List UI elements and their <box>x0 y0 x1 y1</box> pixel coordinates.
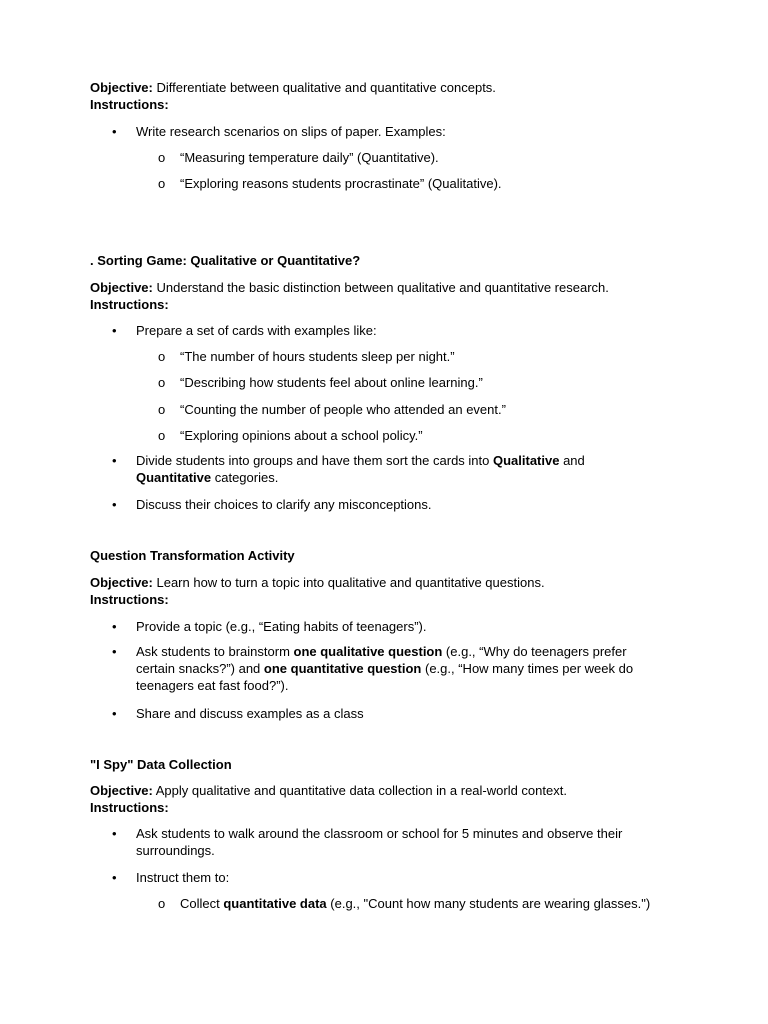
sub-list-item-text: “The number of hours students sleep per night.” <box>180 349 455 364</box>
bullet-icon: • <box>112 619 117 634</box>
list-item-text: Write research scenarios on slips of paper. Examples: <box>136 124 446 139</box>
text-run: teenagers eat fast food?”). <box>136 678 289 693</box>
sub-list-item-text <box>180 895 678 912</box>
section-heading: "I Spy" Data Collection <box>90 757 232 772</box>
list-item-text <box>136 643 672 694</box>
text-run: Ask students to brainstorm <box>136 644 294 659</box>
bullet-icon: • <box>112 497 117 512</box>
sub-list-item-text: “Exploring opinions about a school policy.” <box>180 428 423 443</box>
sub-list-item-text: “Exploring reasons students procrastinate” (Qualitative). <box>180 176 502 191</box>
bullet-icon: • <box>112 870 117 885</box>
list-item-text <box>136 825 672 859</box>
objective-label: Objective: <box>90 575 153 590</box>
sub-bullet-icon: o <box>158 150 166 165</box>
list-item-text: Discuss their choices to clarify any misconceptions. <box>136 497 432 512</box>
text-run: Collect <box>180 896 224 911</box>
bold-term: one quantitative question <box>263 661 422 676</box>
sub-bullet-icon: o <box>158 428 166 443</box>
objective-label: Objective: <box>90 280 153 295</box>
text-run: categories. <box>211 470 279 485</box>
instructions-label: Instructions: <box>90 592 169 607</box>
bullet-icon: • <box>112 706 117 721</box>
text-run: surroundings. <box>136 843 215 858</box>
objective-text: Apply qualitative and quantitative data collection in a real-world context. <box>155 783 567 798</box>
bold-term: Quantitative <box>136 470 212 485</box>
sub-bullet-icon: o <box>158 176 166 191</box>
text-run: certain snacks?”) and <box>136 661 264 676</box>
sub-list-item-text: “Describing how students feel about online learning.” <box>180 375 483 390</box>
objective-line-1 <box>90 79 690 96</box>
objective-text: Understand the basic distinction between qualitative and quantitative research. <box>156 280 609 295</box>
instructions-label: Instructions: <box>90 97 169 112</box>
list-item-text <box>136 452 672 486</box>
objective-line-3 <box>90 574 690 591</box>
bullet-icon: • <box>112 323 117 338</box>
objective-line-4 <box>90 782 690 799</box>
text-run: Ask students to walk around the classroom or school for 5 minutes and observe their <box>136 826 623 841</box>
bold-term: quantitative data <box>223 896 327 911</box>
list-item-text: Instruct them to: <box>136 870 230 885</box>
list-item-text: Provide a topic (e.g., “Eating habits of teenagers”). <box>136 619 427 634</box>
text-run: and <box>559 453 585 468</box>
list-item-text: Share and discuss examples as a class <box>136 706 364 721</box>
section-heading: Question Transformation Activity <box>90 548 295 563</box>
sub-list-item-text: “Measuring temperature daily” (Quantitative). <box>180 150 439 165</box>
bullet-icon: • <box>112 124 117 139</box>
text-run: (e.g., “Why do teenagers prefer <box>442 644 627 659</box>
bullet-icon: • <box>112 453 117 468</box>
objective-label: Objective: <box>90 80 153 95</box>
objective-text: Learn how to turn a topic into qualitative and quantitative questions. <box>156 575 545 590</box>
objective-line-2 <box>90 279 690 296</box>
text-run: Divide students into groups and have them sort the cards into <box>136 453 493 468</box>
sub-bullet-icon: o <box>158 896 166 911</box>
bullet-icon: • <box>112 644 117 659</box>
bold-term: Qualitative <box>492 453 560 468</box>
instructions-label: Instructions: <box>90 297 169 312</box>
sub-bullet-icon: o <box>158 375 166 390</box>
section-heading: . Sorting Game: Qualitative or Quantitative? <box>90 253 361 268</box>
objective-text: Differentiate between qualitative and quantitative concepts. <box>156 80 496 95</box>
sub-bullet-icon: o <box>158 349 166 364</box>
sub-list-item-text: “Counting the number of people who attended an event.” <box>180 402 506 417</box>
bold-term: one qualitative question <box>293 644 443 659</box>
text-run: (e.g., "Count how many students are wearing glasses.") <box>326 896 651 911</box>
sub-bullet-icon: o <box>158 402 166 417</box>
list-item-text: Prepare a set of cards with examples like: <box>136 323 377 338</box>
text-run: (e.g., “How many times per week do <box>421 661 634 676</box>
instructions-label: Instructions: <box>90 800 169 815</box>
objective-label: Objective: <box>90 783 153 798</box>
bullet-icon: • <box>112 826 117 841</box>
